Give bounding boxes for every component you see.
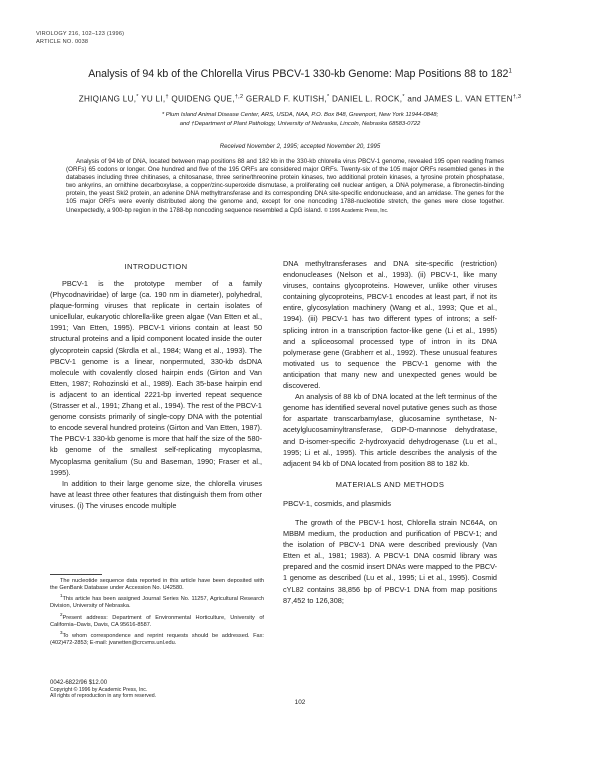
footnote-mark: 2 xyxy=(60,611,63,617)
footnote-genbank: The nucleotide sequence data reported in this article have been deposited with the GenBank Database under Accession No. U42580. xyxy=(50,578,264,592)
methods-heading: MATERIALS AND METHODS xyxy=(335,479,445,489)
paper-title xyxy=(0,68,600,80)
author-name: YU LI, xyxy=(138,94,166,104)
author-mark: * xyxy=(326,94,330,100)
author-list xyxy=(0,94,600,104)
copyright-block xyxy=(50,680,156,700)
author-mark: †,2 xyxy=(234,94,244,100)
abstract-copyright: © 1996 Academic Press, Inc. xyxy=(324,207,389,214)
author-mark: * xyxy=(136,94,139,100)
abstract xyxy=(66,158,504,215)
author-mark: * xyxy=(402,94,405,100)
abstract-text: Analysis of 94 kb of DNA, located between map positions 88 and 182 kb in the 330-kb chlorella virus PBCV-1 genome, revealed 195 open reading frames (ORFs) 65 codons or longer. One hundred and five of the 195 ORFs are considered major ORFs. Twenty-six of the 105 major ORFs resembled genes in the databases including three chitinases, a chitosanase, three serine/threonine protein kinases, two additional protein kinases, a tyrosine protein phosphatase, two ankyrins, an ornithine decarboxylase, a copper/zinc-superoxide dismutase, a proliferating cell nuclear antigen, a DNA polymerase, a fibronectin-binding protein, the yeast Ski2 protein, an adenine DNA methyltransferase and its corresponding DNA site-specific endonuclease, and an amidase. The genes for the 105 major ORFs were evenly distributed along the genome and, except for one noncoding 1788-nucleotide stretch, the genes were close together. Unexpectedly, a 900-bp region in the 1788-bp noncoding sequence resembled a CpG island. xyxy=(66,158,504,214)
footnotes xyxy=(50,578,264,647)
issn-price: 0042-6822/96 $12.00 xyxy=(50,680,108,686)
journal-citation: VIROLOGY 216, 102–123 (1996) xyxy=(36,31,125,37)
author-mark: †,3 xyxy=(512,94,522,100)
author-name: ZHIQIANG LU, xyxy=(78,94,137,104)
rights-reserved: All rights of reproduction in any form reserved. xyxy=(50,693,157,700)
footnote-mark: 1 xyxy=(60,593,63,599)
author-name: GERALD F. KUTISH, xyxy=(243,94,327,104)
title-text: Analysis of 94 kb of the Chlorella Virus PBCV-1 330-kb Genome: Map Positions 88 to 182 xyxy=(88,68,509,80)
footnote-mark: 3 xyxy=(60,629,63,635)
author-name: and JAMES L. VAN ETTEN xyxy=(404,94,513,104)
intro-paragraph-2: In addition to their large genome size, the chlorella viruses have at least three other features that distinguish them from other viruses. (i) The viruses encode multiple xyxy=(50,478,262,510)
footnote-1 xyxy=(50,592,264,610)
page-number: 102 xyxy=(294,699,306,706)
footnote-text: This article has been assigned Journal Series No. 11257, Agricultural Research Division, University of Nebraska. xyxy=(50,596,264,610)
footnote-divider xyxy=(50,574,102,575)
footnote-text: To whom correspondence and reprint requests should be addressed. Fax: (402)472-2853; E-mail: jvanetten@crcvms.unl.edu. xyxy=(50,632,264,646)
footnote-2 xyxy=(50,611,264,629)
right-column xyxy=(283,258,497,606)
intro-paragraph-1: PBCV-1 is the prototype member of a family (Phycodnaviridae) of large (ca. 190 nm in diameter), polyhedral, plaque-forming viruses that replicate in certain isolates of unicellular, eukaryotic chlorella-like green algae (Van Etten et al., 1991; Van Etten, 1995). PBCV-1 virions contain at least 50 structural proteins and a lipid component located inside the outer glycoprotein capsid (Skrdla et al., 1984; Wang et al., 1993). The PBCV-1 genome is a linear, nonpermuted, 330-kb dsDNA molecule with covalently closed hairpin ends (Girton and Van Etten, 1987; Rohozinski et al., 1989). Each 35-base hairpin end is adjacent to an identical 2221-bp inverted repeat sequence (Strasser et al., 1991; Zhang et al., 1994). The rest of the PBCV-1 genome consists primarily of single-copy DNA with the potential to encode several hundred proteins (Girton and Van Etten, 1987). The PBCV-1 330-kb genome is more that half the size of the 580-kb genome of the smallest self-replicating mycoplasma, Mycoplasma genitalium (Su and Baseman, 1990; Fraser et al., 1995). xyxy=(50,279,262,477)
left-column xyxy=(50,278,262,511)
author-name: DANIEL L. ROCK, xyxy=(329,94,403,104)
article-number: ARTICLE NO. 0038 xyxy=(36,39,89,45)
methods-subheading: PBCV-1, cosmids, and plasmids xyxy=(283,498,392,508)
publisher-copyright: Copyright © 1996 by Academic Press, Inc. xyxy=(50,686,148,693)
intro-paragraph-3: DNA methyltransferases and DNA site-specific (restriction) endonucleases (Nelson et al., 1993). (ii) PBCV-1, like many viruses, contains glycoproteins. However, unlike other viruses containing glycoproteins, PBCV-1 encodes at least part, if not its entire, glycosylation machinery (Wang et al., 1993; Que et al., 1994). (iii) PBCV-1 has two different types of introns; a self-splicing intron in a transcription factor-like gene (Li et al., 1995) and a spliceosomal processed type of intron in its DNA polymerase gene (Grabherr et al., 1992). These unusual features motivated us to sequence the PBCV-1 genome with the anticipation that many new and unexpected genes would be discovered. xyxy=(283,259,497,391)
author-mark: † xyxy=(165,94,169,100)
footnote-text: Present address: Department of Environmental Horticulture, University of California–Davis, Davis, CA 95616-8587. xyxy=(50,614,264,628)
methods-paragraph-1: The growth of the PBCV-1 host, Chlorella strain NC64A, on MBBM medium, the production and purification of PBCV-1; and the isolation of PBCV-1 DNA were described previously (Van Etten et al., 1981; 1983). A PBCV-1 DNA cosmid library was prepared and the cosmid insert DNAs were mapped to the PBCV-1 genome as described (Lu et al., 1995; Li et al., 1995). Cosmid cYL82 contains 38,856 bp of PBCV-1 DNA from map positions 87,452 to 126,308; xyxy=(283,517,497,605)
intro-paragraph-4: An analysis of 88 kb of DNA located at the left terminus of the genome has identified several novel putative genes such as those for aspartate transcarbamylase, glucosamine synthetase, N-acetylglucosaminyltransferase, GDP-D-mannose dehydratase, and D-isomer-specific 2-hydroxyacid dehydrogenase (Lu et al., 1995; Li et al., 1995). This article describes the analysis of the adjacent 94 kb of DNA located from position 88 to 182 kb. xyxy=(283,392,497,468)
received-dates: Received November 2, 1995; accepted November 20, 1995 xyxy=(219,143,381,150)
affiliation-line-2: and †Department of Plant Pathology, University of Nebraska, Lincoln, Nebraska 68583-0722 xyxy=(179,121,421,127)
affiliation-line-1: * Plum Island Animal Disease Center, ARS, USDA, NAA, P.O. Box 848, Greenport, New York 11944-0848; xyxy=(161,112,439,118)
title-footnote-mark: 1 xyxy=(508,68,512,75)
footnote-3 xyxy=(50,629,264,647)
introduction-heading: INTRODUCTION xyxy=(124,262,188,271)
author-name: QUIDENG QUE, xyxy=(168,94,235,104)
